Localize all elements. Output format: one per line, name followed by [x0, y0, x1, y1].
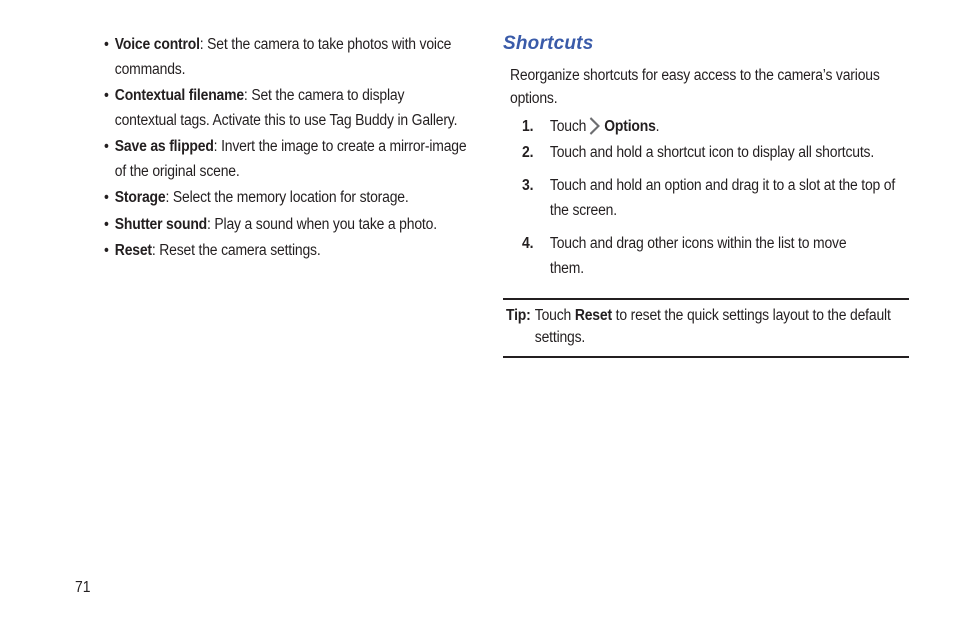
step-item: [522, 174, 918, 223]
tip-text-end: to reset the quick settings layout to the default settings.: [534, 307, 891, 346]
list-item: [104, 33, 475, 82]
bullet: •: [104, 36, 109, 53]
step-number: 3.: [522, 177, 534, 194]
bullet: •: [104, 87, 109, 104]
step-number: 4.: [522, 235, 534, 252]
item-term: Shutter sound: [114, 215, 208, 233]
section-heading: Shortcuts: [503, 33, 594, 54]
step-text: Touch: [549, 118, 587, 135]
list-item: [104, 84, 466, 133]
step-number: 2.: [522, 144, 534, 161]
bullet: •: [104, 138, 109, 155]
step-item: [522, 232, 918, 281]
step-item: [522, 115, 918, 140]
item-term: Reset: [114, 242, 152, 259]
list-item: [104, 135, 473, 184]
item-desc: : Invert the image to create a mirror-image of the original scene.: [114, 138, 467, 180]
item-desc: : Set the camera to take photos with voice commands.: [114, 36, 452, 78]
list-item: [104, 239, 511, 264]
tip-text: Touch: [534, 307, 572, 324]
bullet: •: [104, 242, 109, 259]
tip-label: Tip:: [506, 307, 531, 324]
page-number: 71: [75, 579, 91, 596]
bullet: •: [104, 215, 109, 233]
item-term: Storage: [114, 189, 166, 206]
bullet: •: [104, 189, 109, 206]
item-desc: : Select the memory location for storage.: [165, 189, 409, 206]
item-term: Contextual filename: [114, 87, 244, 104]
step-text: Touch and hold an option and drag it to a slot at the top of the screen.: [549, 177, 896, 219]
step-text-end: .: [655, 118, 660, 135]
section-intro: Reorganize shortcuts for easy access to the camera’s various options.: [510, 67, 880, 107]
camera-settings-list: [104, 33, 494, 265]
step-text: Touch and drag other icons within the list to move them.: [549, 235, 847, 277]
item-term: Save as flipped: [114, 138, 214, 155]
tip-box: [503, 298, 909, 358]
item-desc: : Play a sound when you take a photo.: [207, 215, 437, 233]
chevron-right-icon: [588, 117, 602, 135]
reset-label: Reset: [574, 307, 612, 324]
step-text: Touch and hold a shortcut icon to display all shortcuts.: [549, 144, 875, 161]
list-item: [104, 213, 511, 238]
item-desc: : Reset the camera settings.: [151, 242, 321, 259]
list-item: [104, 186, 511, 211]
options-label: Options: [604, 118, 656, 135]
item-term: Voice control: [114, 36, 200, 53]
step-number: 1.: [522, 118, 534, 135]
item-desc: : Set the camera to display contextual tags. Activate this to use Tag Buddy in Gallery.: [114, 87, 458, 129]
step-item: [522, 141, 918, 166]
